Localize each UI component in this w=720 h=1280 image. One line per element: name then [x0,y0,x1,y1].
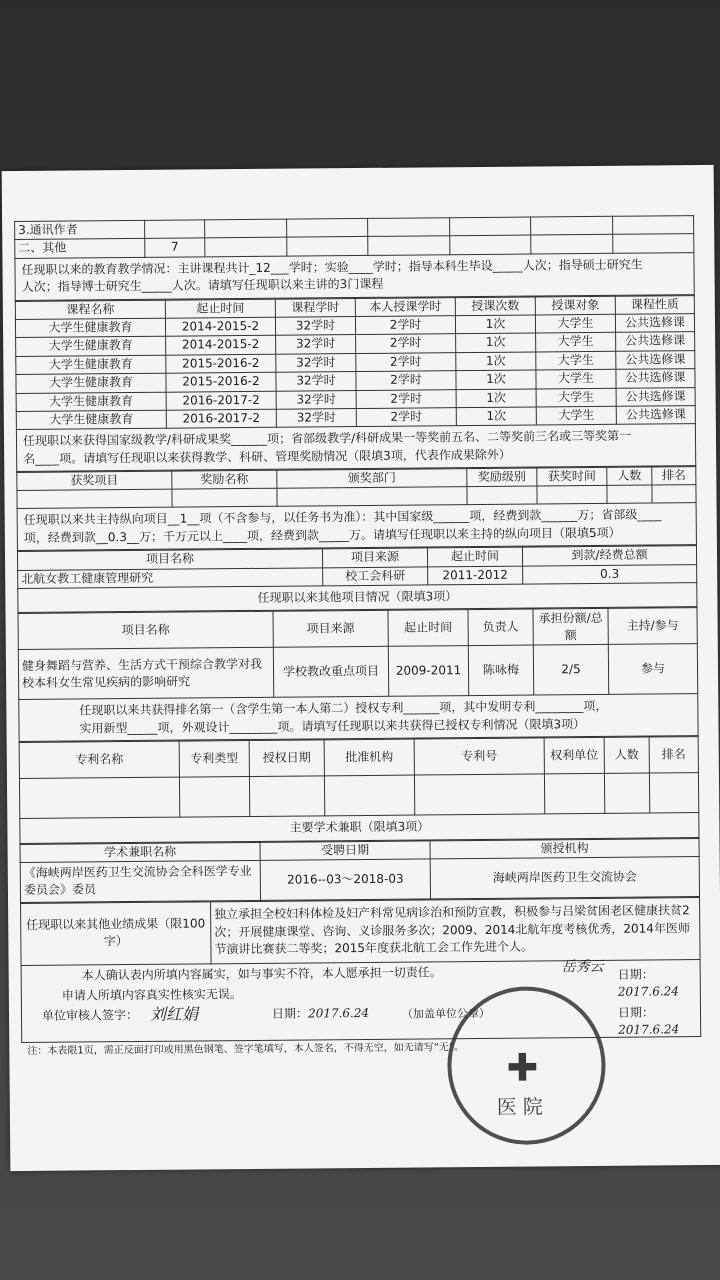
table-row: 大学生健康教育 2015-2016-2 32学时 2学时 1次 大学生 公共选修课 [16,369,695,393]
applicant-signature: 岳秀云 [561,958,604,976]
table-row: 健身舞蹈与营养、生活方式干预综合教学对我校本科女生常见疾病的影响研究 学校教改重点项目 2009-2011 陈咏梅 2/5 参与 [18,644,697,700]
reviewer-signature: 刘红娟 [149,1004,199,1024]
other-achievements-content: 独立承担全校妇科体检及妇产科常见病诊治和预防宣教，积极参与吕梁贫困老区健康扶贫2次；开展健康课堂、咨询、义诊服务多次；2009、2014北航年度考核优秀，2014年医师节演讲比赛获二等奖；2015年度获北航工会工作先进个人。 [211,898,701,964]
footnote: 注：本表限1页，需正反面打印或用黑色钢笔、签字笔填写，本人签名，不得无空，如无请写“无”。 [27,1042,465,1057]
other-achievements-table [20,897,701,966]
awards-table: 获奖项目 奖励名称 颁奖部门 奖励级别 获奖时间 人数 排名 [16,466,696,509]
application-form [14,215,701,1061]
official-seal: ✚ 医院 [447,986,606,1145]
patents-table: 专利名称 专利类型 授权日期 批准机构 专利号 权利单位 人数 排名 [19,736,700,819]
top-rows-table: 3.通讯作者 二、其他 7 [14,215,694,259]
vertical-table: 项目名称 项目来源 起止时间 到款/经费总额 北航女教工健康管理研究 校工会科研 2011-2012 0.3 [17,545,697,589]
academic-title: 主要学术兼职（限填3项） [19,813,699,843]
cross-icon: ✚ [506,1045,539,1090]
table-row: 大学生健康教育 2016-2017-2 32学时 2学时 1次 大学生 公共选修课 [16,387,695,411]
other-projects-table: 项目名称 项目来源 起止时间 负责人 承担份额/总额 主持/参与 健身舞蹈与营养、生活方式干预综合教学对我校本科女生常见疾病的影响研究 学校教改重点项目 2009-2011 陈咏梅 2/5 参与 [18,607,699,700]
table-row: 大学生健康教育 2015-2016-2 32学时 2学时 1次 大学生 公共选修课 [16,350,695,374]
table-row: 大学生健康教育 2014-2015-2 32学时 2学时 1次 大学生 公共选修课 [15,314,694,338]
top-row-label: 3.通讯作者 [15,220,145,240]
academic-table: 学术兼职名称 受聘日期 颁授机构 《海峡两岸医药卫生交流协会全科医学专业委员会》委员 2016--03～2018-03 海峡两岸医药卫生交流协会 [20,838,700,903]
confirmation-block: 本人确认表内所填内容属实，如与事实不符，本人愿承担一切责任。 岳秀云 日期：2017.6.24 申请人所填内容真实性核实无误。 单位审核人签字： 刘红娟 日期：2017.6.24 （加盖单位公章） 日期：2017.6.24 [21,960,702,1043]
vertical-intro: 任现职以来共主持纵向项目__1__项（不含参与，以任务书为准）：其中国家级______项，经费到款______万；省部级____ 项，经费到款__0.3__万；千万元以上____项，经费到款_____万。请填写任现职以来主持的纵向项目（限填5项） [17,504,697,552]
top-row-label: 二、其他 [15,239,145,259]
paper-sheet [2,165,720,1171]
teaching-intro: 任现职以来的教育教学情况：主讲课程共计_12___学时；实验____学时；指导本科生毕设_____人次；指导硕士研究生 人次；指导博士研究生_____人次。请填写任现职以来主讲的3门课程 [14,253,694,301]
table-row: 《海峡两岸医药卫生交流协会全科医学专业委员会》委员 2016--03～2018-03 海峡两岸医药卫生交流协会 [20,857,699,903]
other-achievements-label: 任现职以来其他业绩成果（限100字） [21,902,212,966]
patents-intro: 任现职以来共获得排名第一（含学生第一本人第二）授权专利______项，其中发明专利________项， 实用新型_____项，外观设计________项。请填写任现职以来共获得已授权专利情况（限填3项） [18,694,698,742]
awards-intro: 任现职以来获得国家级教学/科研成果奖______项；省部级教学/科研成果一等奖前五名、二等奖前三名或三等奖第一 名____项。请填写任现职以来获得教学、科研、管理奖励情况（限填3项，代表作成果除外） [16,424,696,472]
table-row: 大学生健康教育 2016-2017-2 32学时 2学时 1次 大学生 公共选修课 [16,405,695,429]
table-row: 大学生健康教育 2014-2015-2 32学时 2学时 1次 大学生 公共选修课 [16,332,695,356]
table-row: 北航女教工健康管理研究 校工会科研 2011-2012 0.3 [18,564,697,588]
other-projects-title: 任现职以来其他项目情况（限填3项） [17,583,697,613]
teaching-table: 课程名称 起止时间 课程学时 本人授课学时 授课次数 授课对象 课程性质 大学生健康教育 2014-2015-2 32学时 2学时 1次 大学生 公共选修课 大学生健康教育 2014-2015-2 32学时 2学时 1次 大学生 公共选修课 大学生健康教育 2015-2016-2 32学时 2学时 1次 大学生 公共选修课 大学生健康教育 2015-2016-2 32学时 2学时 1次 大学生 公共选修课 大学生健康教育 2016-2017-2 32学时 2学时 1次 大学生 公共选修课 大学生健康教育 2016-2017-2 32学时 2学时 1次 大学生 公共选修课 [15,295,696,431]
